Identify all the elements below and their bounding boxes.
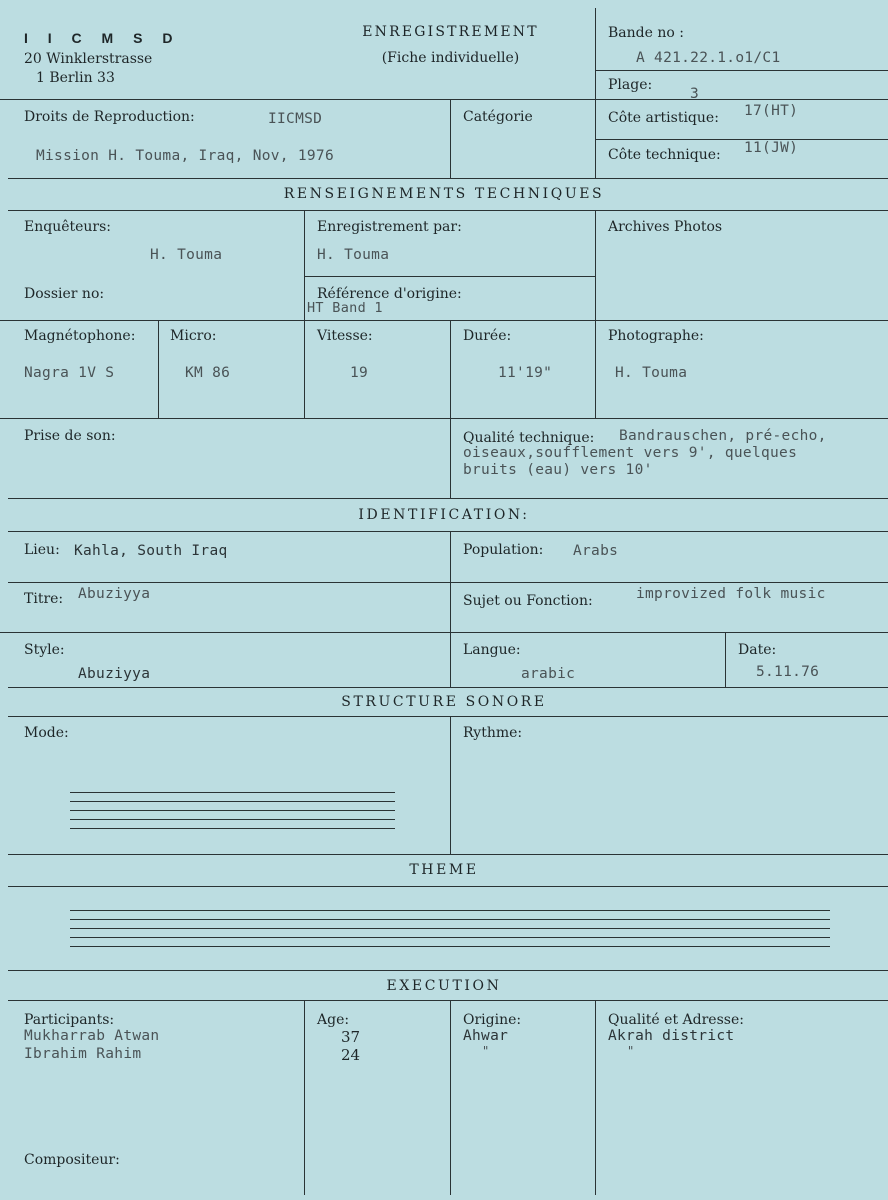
- vitesse-value: 19: [350, 365, 369, 381]
- magnetophone-label: Magnétophone:: [24, 328, 136, 344]
- divider: [595, 320, 596, 418]
- lieu-label: Lieu:: [24, 542, 60, 558]
- cote-technique-value: 11(JW): [744, 140, 799, 156]
- staff-line: [70, 937, 830, 938]
- population-value: Arabs: [573, 543, 619, 559]
- staff-line: [70, 792, 395, 793]
- section-title-identification: IDENTIFICATION:: [358, 507, 530, 523]
- plage-value: 3: [690, 86, 700, 102]
- qualite-adresse-label: Qualité et Adresse:: [608, 1012, 744, 1028]
- divider: [8, 687, 888, 688]
- micro-value: KM 86: [185, 365, 231, 381]
- divider: [304, 210, 305, 320]
- style-value: Abuziyya: [78, 666, 151, 682]
- reference-label: Référence d'origine:: [317, 286, 462, 302]
- qualite-technique-value: oiseaux,soufflement vers 9', quelques: [463, 445, 798, 461]
- cote-artistique-value: 17(HT): [744, 103, 799, 119]
- section-title-technique: RENSEIGNEMENTS TECHNIQUES: [283, 186, 605, 202]
- participants-label: Participants:: [24, 1012, 115, 1028]
- qualite-technique-value: bruits (eau) vers 10': [463, 462, 653, 478]
- divider: [0, 418, 888, 419]
- titre-value: Abuziyya: [78, 586, 151, 602]
- form-subtitle: (Fiche individuelle): [381, 50, 520, 66]
- plage-label: Plage:: [608, 77, 653, 93]
- divider: [8, 716, 888, 717]
- divider: [0, 320, 888, 321]
- dossier-label: Dossier no:: [24, 286, 105, 302]
- divider: [304, 276, 595, 277]
- divider: [595, 8, 596, 178]
- age-label: Age:: [317, 1012, 350, 1028]
- divider: [450, 531, 451, 687]
- qualite-technique-value: Bandrauschen, pré-echo,: [619, 428, 827, 444]
- participant-age: 37: [341, 1028, 361, 1046]
- sujet-label: Sujet ou Fonction:: [463, 593, 593, 609]
- participant-age: 24: [341, 1046, 361, 1064]
- langue-value: arabic: [521, 666, 576, 682]
- staff-line: [70, 828, 395, 829]
- divider: [8, 854, 888, 855]
- divider: [595, 70, 888, 71]
- langue-label: Langue:: [463, 642, 521, 658]
- categorie-label: Catégorie: [463, 109, 533, 125]
- participant-adresse: Akrah district: [608, 1028, 735, 1044]
- droits-value: IICMSD: [268, 111, 323, 127]
- divider: [595, 139, 888, 140]
- participant-origine: Ahwar: [463, 1028, 509, 1044]
- magnetophone-value: Nagra 1V S: [24, 365, 115, 381]
- micro-label: Micro:: [170, 328, 217, 344]
- mode-label: Mode:: [24, 725, 69, 741]
- sujet-value: improvized folk music: [636, 586, 826, 602]
- divider: [450, 99, 451, 178]
- participant-adresse: ": [627, 1044, 635, 1058]
- cote-artistique-label: Côte artistique:: [608, 110, 719, 126]
- org-logo: I I C M S D: [24, 30, 181, 46]
- divider: [725, 632, 726, 687]
- section-title-theme: THEME: [409, 862, 479, 878]
- divider: [450, 716, 451, 854]
- divider: [304, 1000, 305, 1195]
- cote-technique-label: Côte technique:: [608, 147, 721, 163]
- photographe-value: H. Touma: [615, 365, 688, 381]
- enregistrement-par-value: H. Touma: [317, 247, 390, 263]
- participant-origine: ": [482, 1044, 490, 1058]
- divider: [304, 320, 305, 418]
- divider: [0, 99, 888, 100]
- style-label: Style:: [24, 642, 65, 658]
- divider: [8, 970, 888, 971]
- divider: [450, 320, 451, 498]
- staff-line: [70, 819, 395, 820]
- divider: [595, 1000, 596, 1195]
- reference-value: HT Band 1: [307, 300, 383, 316]
- divider: [8, 531, 888, 532]
- origine-label: Origine:: [463, 1012, 522, 1028]
- duree-label: Durée:: [463, 328, 512, 344]
- archives-photos-label: Archives Photos: [608, 219, 723, 235]
- date-label: Date:: [738, 642, 777, 658]
- divider: [450, 1000, 451, 1195]
- photographe-label: Photographe:: [608, 328, 704, 344]
- staff-line: [70, 928, 830, 929]
- divider: [8, 582, 888, 583]
- staff-line: [70, 919, 830, 920]
- compositeur-label: Compositeur:: [24, 1152, 120, 1168]
- section-title-structure: STRUCTURE SONORE: [341, 694, 547, 710]
- divider: [8, 210, 888, 211]
- enqueteurs-value: H. Touma: [150, 247, 223, 263]
- staff-line: [70, 801, 395, 802]
- staff-line: [70, 810, 395, 811]
- divider: [8, 178, 888, 179]
- divider: [158, 320, 159, 418]
- enregistrement-par-label: Enregistrement par:: [317, 219, 462, 235]
- divider: [8, 886, 888, 887]
- prise-de-son-label: Prise de son:: [24, 428, 116, 444]
- population-label: Population:: [463, 542, 544, 558]
- lieu-value: Kahla, South Iraq: [74, 543, 228, 559]
- form-title: ENREGISTREMENT: [362, 24, 539, 40]
- mission-value: Mission H. Touma, Iraq, Nov, 1976: [36, 148, 334, 164]
- bande-label: Bande no :: [608, 25, 684, 41]
- divider: [8, 498, 888, 499]
- staff-line: [70, 946, 830, 947]
- titre-label: Titre:: [24, 591, 64, 607]
- bande-value: A 421.22.1.o1/C1: [636, 50, 781, 66]
- date-value: 5.11.76: [756, 664, 820, 680]
- section-title-execution: EXECUTION: [386, 978, 502, 994]
- divider: [595, 210, 596, 320]
- staff-line: [70, 910, 830, 911]
- vitesse-label: Vitesse:: [317, 328, 373, 344]
- address-city: 1 Berlin 33: [36, 70, 115, 86]
- qualite-technique-label: Qualité technique:: [463, 430, 595, 446]
- participant-name: Mukharrab Atwan: [24, 1028, 160, 1044]
- rythme-label: Rythme:: [463, 725, 523, 741]
- address-street: 20 Winklerstrasse: [24, 51, 153, 67]
- duree-value: 11'19": [498, 365, 553, 381]
- participant-name: Ibrahim Rahim: [24, 1046, 142, 1062]
- divider: [0, 632, 888, 633]
- enqueteurs-label: Enquêteurs:: [24, 219, 112, 235]
- divider: [8, 1000, 888, 1001]
- droits-label: Droits de Reproduction:: [24, 109, 195, 125]
